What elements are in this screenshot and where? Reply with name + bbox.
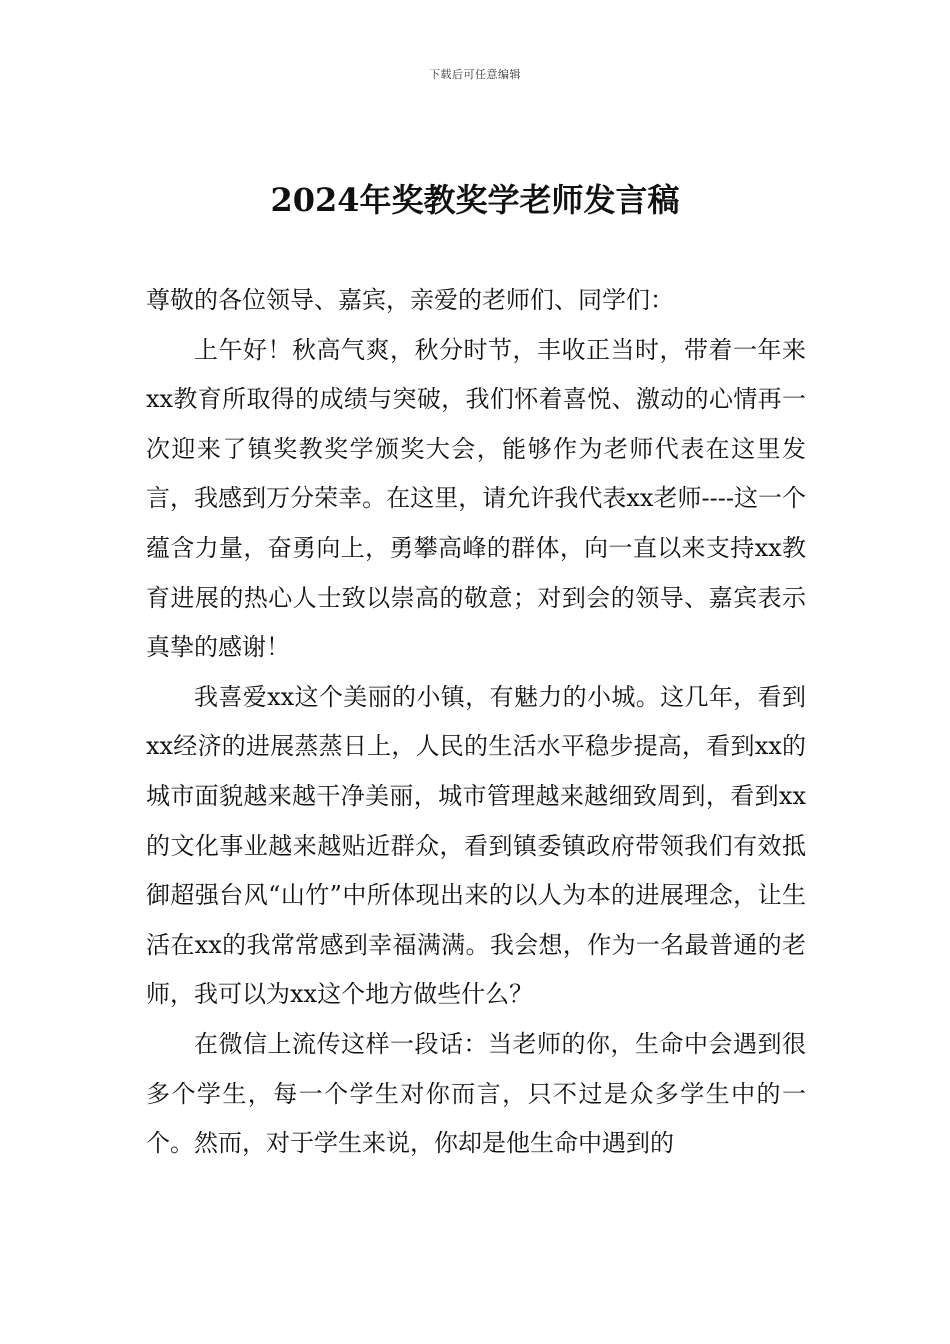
document-title: 2024年奖教奖学老师发言稿 bbox=[270, 181, 680, 219]
document-body bbox=[146, 276, 806, 1169]
header-note: 下载后可任意编辑 bbox=[429, 68, 521, 81]
paragraph-1: 上午好！秋高气爽，秋分时节，丰收正当时，带着一年来xx教育所取得的成绩与突破，我们怀着喜悦、激动的心情再一次迎来了镇奖教奖学颁奖大会，能够作为老师代表在这里发言，我感到万分荣幸。在这里，请允许我代表xx老师----这一个蕴含力量，奋勇向上，勇攀高峰的群体，向一直以来支持xx教育进展的热心人士致以崇高的敬意；对到会的领导、嘉宾表示真挚的感谢！ bbox=[146, 335, 806, 662]
salutation: 尊敬的各位领导、嘉宾，亲爱的老师们、同学们： bbox=[146, 286, 674, 314]
paragraph-2: 我喜爱xx这个美丽的小镇，有魅力的小城。这几年，看到xx经济的进展蒸蒸日上，人民的生活水平稳步提高，看到xx的城市面貌越来越干净美丽，城市管理越来越细致周到，看到xx的文化事业越来越贴近群众，看到镇委镇政府带领我们有效抵御超强台风“山竹”中所体现出来的以人为本的进展理念，让生活在xx的我常常感到幸福满满。我会想，作为一名最普通的老师，我可以为xx这个地方做些什么？ bbox=[146, 682, 806, 1009]
paragraph-3: 在微信上流传这样一段话：当老师的你，生命中会遇到很多个学生，每一个学生对你而言，只不过是众多学生中的一个。然而，对于学生来说，你却是他生命中遇到的 bbox=[146, 1029, 806, 1158]
